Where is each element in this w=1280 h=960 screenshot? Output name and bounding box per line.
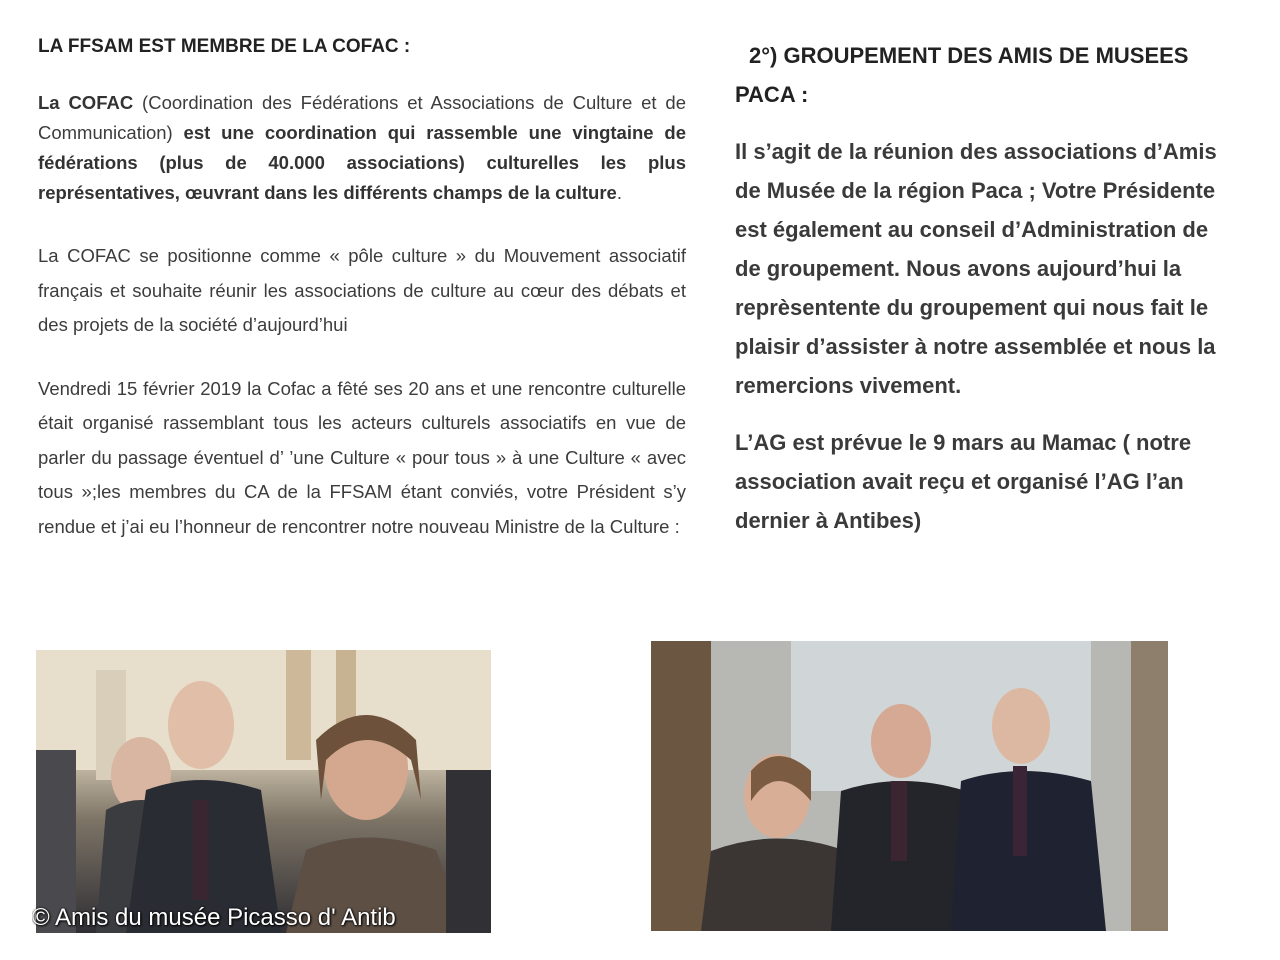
cofac-event-paragraph: Vendredi 15 février 2019 la Cofac a fêté ses 20 ans et une rencontre culturelle était organisé rassemblant tous les acteurs culturels associatifs en vue de parler du passage éventuel d’ ’une Culture « pour tous » à une Culture « avec tous »;les membres du CA de la FFSAM étant conviés, votre Président s’y rendue et j’ai eu l’honneur de rencontrer notre nouveau Ministre de la Culture : [38, 377, 686, 537]
cofac-heading: LA FFSAM EST MEMBRE DE LA COFAC : [38, 36, 411, 57]
photo-groupement-drawing [651, 641, 1168, 931]
photo-minister-cofac-drawing [36, 650, 491, 933]
right-column [735, 36, 1235, 540]
cofac-intro-s2: (Coordination des Fédérations et Associations de Culture et de Communication) [38, 92, 686, 143]
groupement-heading: 2°) GROUPEMENT DES AMIS DE MUSEES PACA : [735, 43, 1189, 107]
cofac-intro-s3: est une coordination qui rassemble une vingtaine de fédérations (plus de 40.000 associations) culturelles les plus représentatives, œuvrant dans les différents champs de la culture [38, 122, 687, 203]
photo-groupement [651, 641, 1168, 931]
ag-paragraph: L’AG est prévue le 9 mars au Mamac ( notre association avait reçu et organisé l’AG l’an dernier à Antibes) [735, 430, 1192, 533]
cofac-pole-paragraph: La COFAC se positionne comme « pôle culture » du Mouvement associatif français et souhaite réunir les associations de culture au cœur des débats et des projets de la société d’aujourd’hui [38, 245, 686, 335]
groupement-paragraph: Il s’agit de la réunion des associations d’Amis de Musée de la région Paca ; Votre Présidente est également au conseil d’Administration de de groupement. Nous avons aujourd’hui la reprèsentente du groupement qui nous fait le plaisir d’assister à notre assemblée et nous la remercions vivement. [735, 139, 1217, 398]
photo-minister-cofac [36, 650, 491, 933]
photo-copyright-caption: © Amis du musée Picasso d' Antib [32, 904, 396, 931]
left-column [38, 36, 686, 544]
cofac-intro-s4: . [616, 182, 622, 203]
cofac-intro-paragraph [38, 88, 686, 208]
cofac-intro-s1: La COFAC [38, 92, 134, 113]
